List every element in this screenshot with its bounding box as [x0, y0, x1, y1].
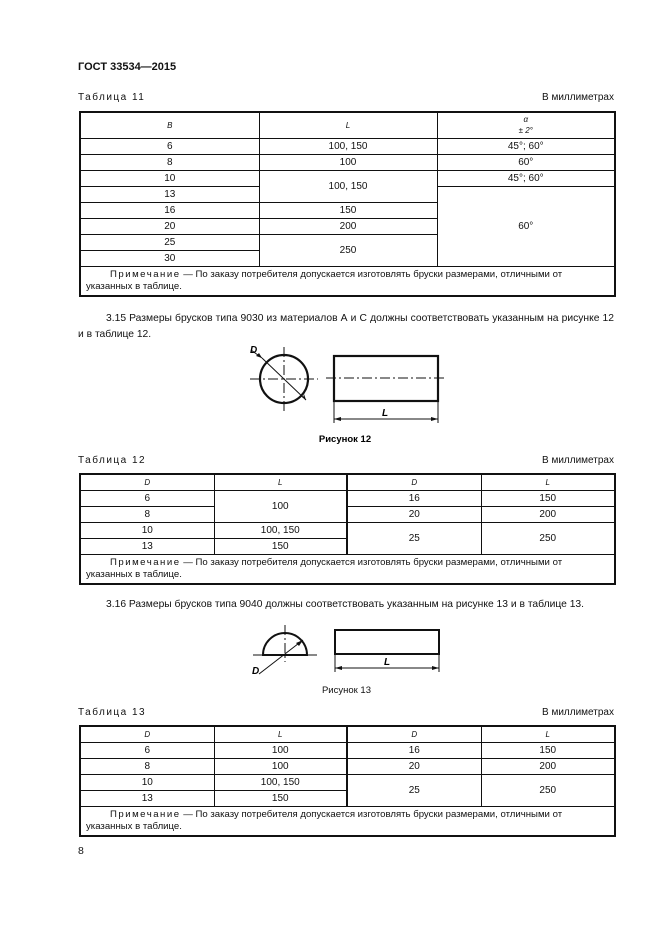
t12-l-cell: 150: [481, 490, 615, 506]
t12-l-cell: 250: [481, 522, 615, 554]
t13-d-cell: 8: [80, 758, 214, 774]
t13-note: [80, 806, 615, 836]
t11-b-cell: 8: [80, 154, 259, 170]
label-d: D: [252, 666, 260, 677]
table-row: [80, 758, 615, 774]
t12-d-cell: 16: [347, 490, 481, 506]
table-13-caption: Таблица 13: [78, 707, 147, 718]
t12-note: [80, 554, 615, 584]
t13-l-cell: 250: [481, 774, 615, 806]
t11-b-cell: 25: [80, 234, 259, 250]
t13-note-text: — По заказу потребителя допускается изготовлять бруски размерами, отличными от указанных в таблице.: [86, 808, 563, 832]
t12-d-cell: 20: [347, 506, 481, 522]
t13-d-cell: 10: [80, 774, 214, 790]
t11-alpha-cell: 60°: [437, 154, 615, 170]
document-header: ГОСТ 33534—2015: [78, 61, 177, 73]
t12-header-l2: L: [481, 474, 615, 490]
table-11-units: В миллиметрах: [542, 92, 614, 103]
t11-alpha-cell: 60°: [437, 186, 615, 266]
t11-header-l: L: [259, 112, 437, 138]
t12-d-cell: 13: [80, 538, 214, 554]
t11-b-cell: 30: [80, 250, 259, 266]
t13-header-l: L: [214, 726, 347, 742]
bar-side-view: [335, 630, 439, 654]
t12-l-cell: 100, 150: [214, 522, 347, 538]
t11-note-label: Примечание: [110, 268, 181, 280]
t13-d-cell: 20: [347, 758, 481, 774]
t13-header-d: D: [80, 726, 214, 742]
t13-l-cell: 150: [214, 790, 347, 806]
table-12-caption: Таблица 12: [78, 455, 147, 466]
t13-d-cell: 25: [347, 774, 481, 806]
t11-b-cell: 10: [80, 170, 259, 186]
t13-l-cell: 150: [481, 742, 615, 758]
table-row: [80, 154, 615, 170]
paragraph-3-16: 3.16 Размеры брусков типа 9040 должны соответствовать указанным на рисунке 13 и в таблице 13.: [106, 599, 585, 610]
t11-l-cell: 100, 150: [259, 170, 437, 202]
table-row: [80, 138, 615, 154]
t11-note: [80, 266, 615, 296]
label-l: L: [384, 657, 391, 668]
table-13: [79, 725, 616, 837]
t13-l-cell: 100: [214, 758, 347, 774]
t11-l-cell: 200: [259, 218, 437, 234]
t12-header-l: L: [214, 474, 347, 490]
t13-d-cell: 6: [80, 742, 214, 758]
t12-header-d2: D: [347, 474, 481, 490]
t11-note-text: — По заказу потребителя допускается изготовлять бруски размерами, отличными от указанных в таблице.: [86, 268, 563, 292]
t12-note-label: Примечание: [110, 556, 181, 568]
t12-d-cell: 8: [80, 506, 214, 522]
table-11: [79, 111, 616, 297]
t11-l-cell: 100, 150: [259, 138, 437, 154]
label-d: D: [250, 345, 258, 356]
t12-l-cell: 200: [481, 506, 615, 522]
t12-l-cell: 150: [214, 538, 347, 554]
figure-12-caption: Рисунок 12: [318, 434, 372, 445]
arrow-icon: [335, 666, 342, 670]
t11-header-alpha: [437, 112, 615, 138]
t13-d-cell: 13: [80, 790, 214, 806]
paragraph-3-15: 3.15 Размеры брусков типа 9030 из материалов А и С должны соответствовать указанным на рисунке 12 и в таблице 12.: [78, 313, 614, 340]
table-row: [80, 170, 615, 186]
t13-l-cell: 100, 150: [214, 774, 347, 790]
t12-l-cell: 100: [214, 490, 347, 522]
figure-13-caption: Рисунок 13: [321, 685, 372, 696]
label-l: L: [382, 408, 389, 419]
table-row: [80, 742, 615, 758]
figure-12: [240, 340, 450, 452]
t12-d-cell: 6: [80, 490, 214, 506]
table-13-units: В миллиметрах: [542, 707, 614, 718]
t12-header-d: D: [80, 474, 214, 490]
t11-b-cell: 13: [80, 186, 259, 202]
page-number: 8: [78, 845, 84, 857]
table-11-caption: Таблица 11: [78, 92, 146, 103]
t11-b-cell: 6: [80, 138, 259, 154]
table-row: [80, 774, 615, 790]
t11-header-alpha-symbol: α: [523, 115, 529, 125]
t11-b-cell: 16: [80, 202, 259, 218]
t11-l-cell: 150: [259, 202, 437, 218]
t11-b-cell: 20: [80, 218, 259, 234]
arrow-icon: [334, 417, 341, 421]
t13-header-l2: L: [481, 726, 615, 742]
t11-l-cell: 100: [259, 154, 437, 170]
t11-l-cell: 250: [259, 234, 437, 266]
table-row: [80, 490, 615, 506]
t12-note-text: — По заказу потребителя допускается изготовлять бруски размерами, отличными от указанных в таблице.: [86, 556, 563, 580]
t12-d-cell: 25: [347, 522, 481, 554]
t13-d-cell: 16: [347, 742, 481, 758]
t13-header-d2: D: [347, 726, 481, 742]
arrow-icon: [432, 666, 439, 670]
t13-l-cell: 100: [214, 742, 347, 758]
t13-note-label: Примечание: [110, 808, 181, 820]
table-row: [80, 522, 615, 538]
table-row: [80, 506, 615, 522]
t11-alpha-cell: 45°; 60°: [437, 170, 615, 186]
t11-header-alpha-tolerance: ± 2°: [518, 126, 533, 136]
arrow-icon: [431, 417, 438, 421]
t12-d-cell: 10: [80, 522, 214, 538]
table-12: [79, 473, 616, 585]
table-12-units: В миллиметрах: [542, 455, 614, 466]
t11-alpha-cell: 45°; 60°: [437, 138, 615, 154]
t11-header-b: B: [80, 112, 259, 138]
t13-l-cell: 200: [481, 758, 615, 774]
